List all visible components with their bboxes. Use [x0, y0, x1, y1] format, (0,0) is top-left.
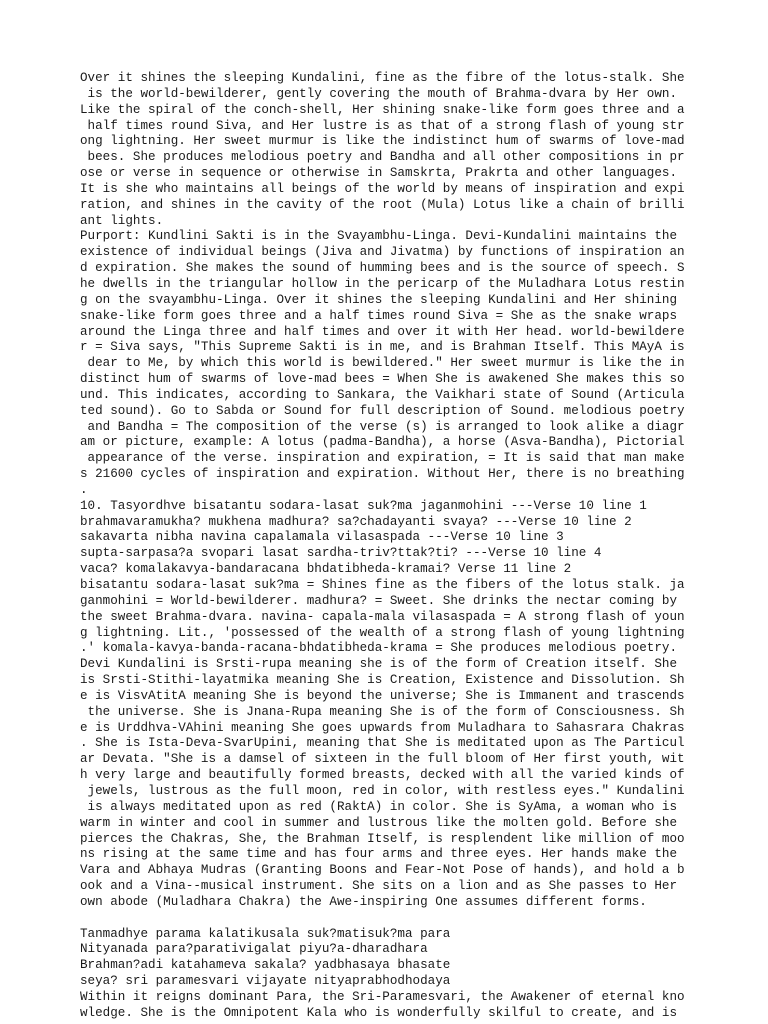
- text-line: and Bandha = The composition of the verse (s) is arranged to look alike a diagr: [80, 419, 685, 434]
- text-line: ar Devata. "She is a damsel of sixteen in the full bloom of Her first youth, wit: [80, 752, 685, 767]
- text-line: ong lightning. Her sweet murmur is like the indistinct hum of swarms of love-mad: [80, 134, 685, 149]
- text-line: .: [80, 482, 88, 497]
- text-line: e is VisvAtitA meaning She is beyond the universe; She is Immanent and trascends: [80, 688, 685, 703]
- text-line: half times round Siva, and Her lustre is as that of a strong flash of young str: [80, 118, 685, 133]
- text-line: ose or verse in sequence or otherwise in Samskrta, Prakrta and other languages.: [80, 166, 678, 181]
- text-line: e is Urddhva-VAhini meaning She goes upwards from Muladhara to Sahasrara Chakras: [80, 720, 685, 735]
- text-line: warm in winter and cool in summer and lustrous like the molten gold. Before she: [80, 815, 678, 830]
- text-line: bees. She produces melodious poetry and Bandha and all other compositions in pr: [80, 150, 685, 165]
- text-line: pierces the Chakras, She, the Brahman Itself, is resplendent like million of moo: [80, 831, 685, 846]
- text-line: ration, and shines in the cavity of the root (Mula) Lotus like a chain of brilli: [80, 197, 685, 212]
- document-text-body: [80, 71, 700, 1022]
- text-line: snake-like form goes three and a half times round Siva = She as the snake wraps: [80, 308, 678, 323]
- text-line: Like the spiral of the conch-shell, Her shining snake-like form goes three and a: [80, 102, 685, 117]
- text-line: Vara and Abhaya Mudras (Granting Boons and Fear-Not Pose of hands), and hold a b: [80, 863, 685, 878]
- text-line: Brahman?adi katahameva sakala? yadbhasaya bhasate: [80, 958, 451, 973]
- text-line: jewels, lustrous as the full moon, red in color, with restless eyes." Kundalini: [80, 783, 685, 798]
- text-line: Over it shines the sleeping Kundalini, fine as the fibre of the lotus-stalk. She: [80, 71, 685, 85]
- text-line: ted sound). Go to Sabda or Sound for full description of Sound. melodious poetry: [80, 403, 685, 418]
- text-line: r = Siva says, "This Supreme Sakti is in me, and is Brahman Itself. This MAyA is: [80, 340, 685, 355]
- text-line: wledge. She is the Omnipotent Kala who is wonderfully skilful to create, and is: [80, 1005, 678, 1020]
- text-line: seya? sri paramesvari vijayate nityaprabhodhodaya: [80, 974, 451, 989]
- text-line: sakavarta nibha navina capalamala vilasaspada ---Verse 10 line 3: [80, 530, 564, 545]
- text-line: Devi Kundalini is Srsti-rupa meaning she is of the form of Creation itself. She: [80, 657, 678, 672]
- text-line: is always meditated upon as red (RaktA) in color. She is SyAma, a woman who is: [80, 799, 678, 814]
- text-line: s 21600 cycles of inspiration and expiration. Without Her, there is no breathing: [80, 467, 685, 482]
- text-line: ganmohini = World-bewilderer. madhura? = Sweet. She drinks the nectar coming by: [80, 593, 678, 608]
- text-line: supta-sarpasa?a svopari lasat sardha-triv?ttak?ti? ---Verse 10 line 4: [80, 546, 602, 561]
- text-line: the universe. She is Jnana-Rupa meaning She is of the form of Consciousness. Sh: [80, 704, 685, 719]
- text-line: vaca? komalakavya-bandaracana bhdatibheda-kramai? Verse 11 line 2: [80, 562, 572, 577]
- text-line: own abode (Muladhara Chakra) the Awe-inspiring One assumes different forms.: [80, 894, 647, 909]
- blank-line: [80, 911, 700, 927]
- text-line: g on the svayambhu-Linga. Over it shines the sleeping Kundalini and Her shining: [80, 292, 678, 307]
- text-line: around the Linga three and half times and over it with Her head. world-bewildere: [80, 324, 685, 339]
- text-line: g lightning. Lit., 'possessed of the wealth of a strong flash of young lightning: [80, 625, 685, 640]
- text-line: und. This indicates, according to Sankara, the Vaikhari state of Sound (Articula: [80, 387, 685, 402]
- text-line: ant lights.: [80, 213, 164, 228]
- text-line: Within it reigns dominant Para, the Sri-Paramesvari, the Awakener of eternal kno: [80, 989, 685, 1004]
- text-line: appearance of the verse. inspiration and expiration, = It is said that man make: [80, 451, 685, 466]
- text-line: is Srsti-Stithi-layatmika meaning She is Creation, Existence and Dissolution. Sh: [80, 673, 685, 688]
- text-line: Nityanada para?parativigalat piyu?a-dharadhara: [80, 942, 428, 957]
- text-line: Tanmadhye parama kalatikusala suk?matisuk?ma para: [80, 926, 451, 941]
- text-line: existence of individual beings (Jiva and Jivatma) by functions of inspiration an: [80, 245, 685, 260]
- text-line: am or picture, example: A lotus (padma-Bandha), a horse (Asva-Bandha), Pictorial: [80, 435, 685, 450]
- text-line: It is she who maintains all beings of the world by means of inspiration and expi: [80, 181, 685, 196]
- text-line: . She is Ista-Deva-SvarUpini, meaning that She is meditated upon as The Particul: [80, 736, 685, 751]
- text-line: brahmavaramukha? mukhena madhura? sa?chadayanti svaya? ---Verse 10 line 2: [80, 514, 632, 529]
- text-line: .' komala-kavya-banda-racana-bhdatibheda-krama = She produces melodious poetry.: [80, 641, 678, 656]
- text-line: d expiration. She makes the sound of humming bees and is the source of speech. S: [80, 261, 685, 276]
- text-line: ns rising at the same time and has four arms and three eyes. Her hands make the: [80, 847, 678, 862]
- text-line: Purport: Kundlini Sakti is in the Svayambhu-Linga. Devi-Kundalini maintains the: [80, 229, 678, 244]
- text-line: distinct hum of swarms of love-mad bees = When She is awakened She makes this so: [80, 372, 685, 387]
- text-line: is the world-bewilderer, gently covering the mouth of Brahma-dvara by Her own.: [80, 86, 678, 101]
- text-line: h very large and beautifully formed breasts, decked with all the varied kinds of: [80, 768, 685, 783]
- text-line: bisatantu sodara-lasat suk?ma = Shines fine as the fibers of the lotus stalk. ja: [80, 578, 685, 592]
- text-line: the sweet Brahma-dvara. navina- capala-mala vilasaspada = A strong flash of youn: [80, 609, 685, 624]
- text-line: ook and a Vina--musical instrument. She sits on a lion and as She passes to Her: [80, 879, 678, 894]
- text-line: he dwells in the triangular hollow in the pericarp of the Muladhara Lotus restin: [80, 276, 685, 291]
- text-line: dear to Me, by which this world is bewildered." Her sweet murmur is like the in: [80, 356, 685, 371]
- text-line: 10. Tasyordhve bisatantu sodara-lasat suk?ma jaganmohini ---Verse 10 line 1: [80, 498, 647, 513]
